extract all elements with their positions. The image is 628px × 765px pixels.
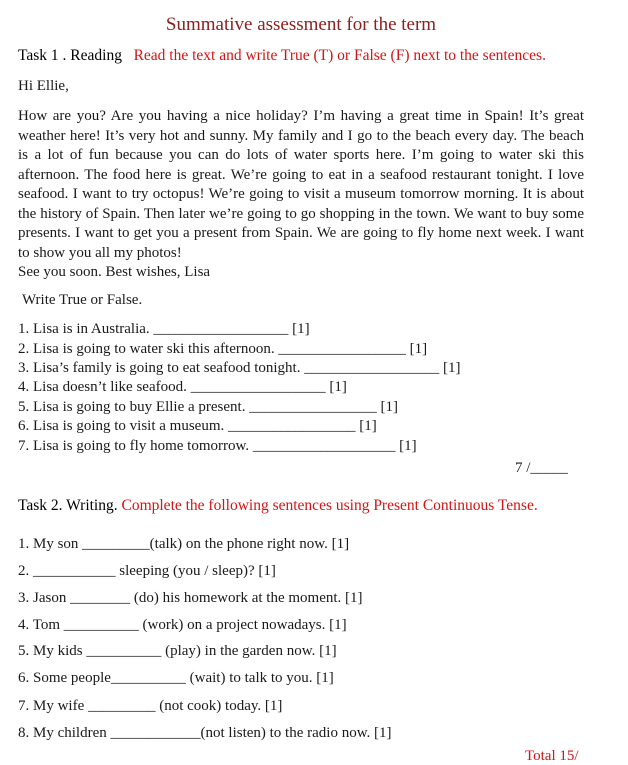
task1-item-7: 7. Lisa is going to fly home tomorrow. ___________________ [1] [18,438,417,454]
total-score: Total 15/ [525,748,579,764]
task2-instruction: Complete the following sentences using Present Continuous Tense. [121,497,538,514]
letter-text [18,107,584,283]
task2-heading [18,497,538,515]
letter-greeting: Hi Ellie, [18,78,69,94]
task2-item-6: 6. Some people__________ (wait) to talk to you. [1] [18,670,334,686]
task2-item-7: 7. My wife _________ (not cook) today. [1] [18,698,283,714]
letter-sign-off: See you soon. Best wishes, Lisa [18,264,211,280]
task2-label: Task 2. Writing. [18,497,118,514]
task1-item-6: 6. Lisa is going to visit a museum. _________________ [1] [18,418,377,434]
task1-item-2: 2. Lisa is going to water ski this afternoon. _________________ [1] [18,341,428,357]
task1-item-5: 5. Lisa is going to buy Ellie a present. _________________ [1] [18,399,398,415]
task1-item-3: 3. Lisa’s family is going to eat seafood tonight. __________________ [1] [18,360,461,376]
task1-score: 7 /_____ [515,460,568,476]
task2-item-2: 2. ___________ sleeping (you / sleep)? [1] [18,563,276,579]
page-title: Summative assessment for the term [165,14,437,35]
task1-item-1: 1. Lisa is in Australia. __________________ [1] [18,321,310,337]
task1-instruction: Read the text and write True (T) or False (F) next to the sentences. [133,47,546,64]
letter-body: How are you? Are you having a nice holiday? I’m having a great time in Spain! It’s great weather here! It’s very hot and sunny. My family and I go to the beach every day. The beach is a lot of fun because you can do lots of water sports here. I’m going to water ski this afternoon. The food here is great. We’re going to eat in a seafood restaurant tonight. I love seafood. I want to try octopus! We’re going to visit a museum tomorrow morning. It is about the history of Spain. Then later we’re going to go shopping in the town. We want to buy some presents. I want to get you a present from Spain. We are going to fly home next week. I want to show you all my photos! [18,108,584,261]
task1-label: Task 1 . Reading [18,47,122,64]
task2-item-5: 5. My kids __________ (play) in the garden now. [1] [18,643,337,659]
task1-heading [18,47,546,65]
task2-item-3: 3. Jason ________ (do) his homework at the moment. [1] [18,590,363,606]
true-false-subheading: Write True or False. [22,292,143,308]
task1-item-4: 4. Lisa doesn’t like seafood. __________________ [1] [18,379,347,395]
task2-item-8: 8. My children ____________(not listen) to the radio now. [1] [18,725,392,741]
task2-item-4: 4. Tom __________ (work) on a project nowadays. [1] [18,617,347,633]
task2-item-1: 1. My son _________(talk) on the phone right now. [1] [18,536,350,552]
